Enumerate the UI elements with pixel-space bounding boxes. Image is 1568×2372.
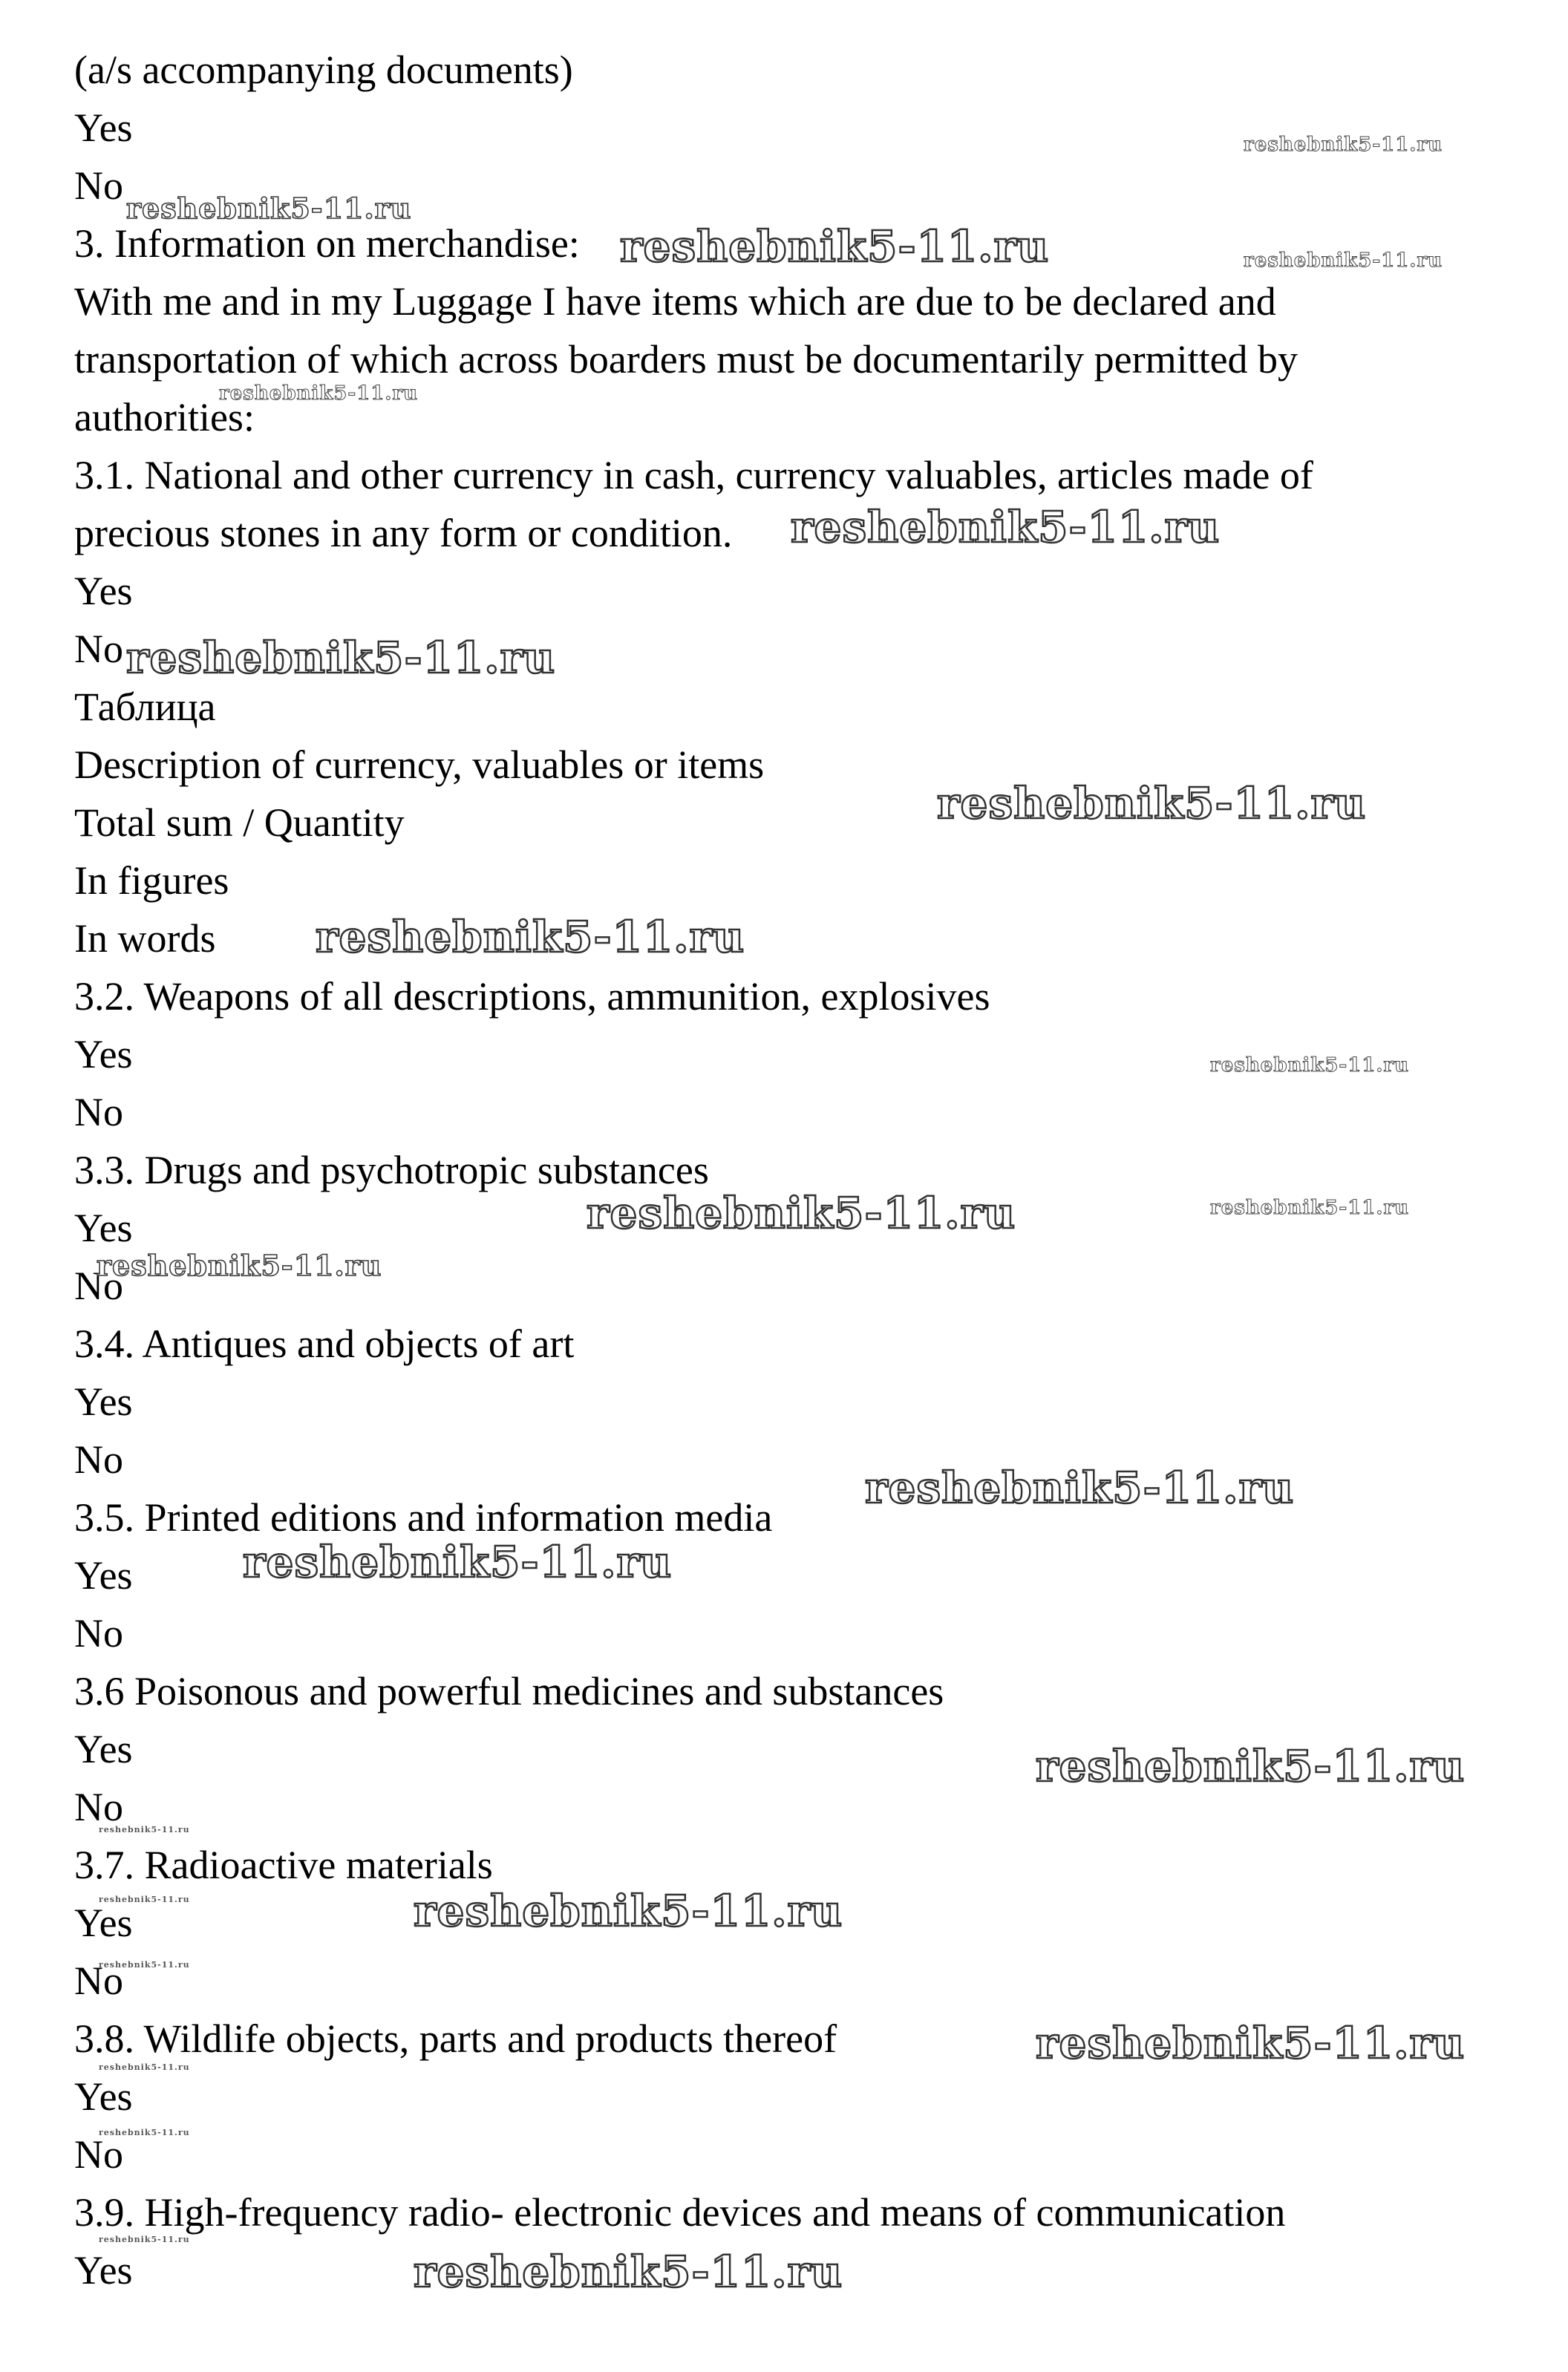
doc-line: 3.3. Drugs and psychotropic substances — [74, 1148, 709, 1192]
watermark: reshebnik5-11.ru — [620, 221, 1050, 272]
doc-line: No — [74, 1785, 123, 1829]
doc-line: Yes — [74, 1379, 133, 1424]
doc-line: 3.5. Printed editions and information media — [74, 1495, 773, 1540]
doc-line: Таблица — [74, 685, 216, 729]
watermark: reshebnik5-11.ru — [99, 1825, 190, 1834]
doc-line: In words — [74, 916, 216, 961]
doc-line: Yes — [74, 2248, 133, 2293]
doc-line: Yes — [74, 1206, 133, 1250]
doc-line: No — [74, 163, 123, 208]
watermark: reshebnik5-11.ru — [99, 1895, 190, 1904]
doc-line: Yes — [74, 1553, 133, 1598]
watermark: reshebnik5-11.ru — [99, 1960, 190, 1970]
doc-line: 3.1. National and other currency in cash, currency valuables, articles made of — [74, 453, 1313, 497]
doc-line: Yes — [74, 105, 133, 150]
doc-line: No — [74, 1958, 123, 2003]
doc-line: transportation of which across boarders must be documentarily permitted by — [74, 337, 1298, 382]
doc-line: Yes — [74, 2074, 133, 2119]
watermark: reshebnik5-11.ru — [865, 1463, 1295, 1513]
doc-line: 3.7. Radioactive materials — [74, 1843, 493, 1887]
watermark: reshebnik5-11.ru — [414, 1886, 843, 1936]
doc-line: Total sum / Quantity — [74, 800, 405, 845]
section-heading: 3. Information on merchandise: — [74, 221, 580, 266]
watermark: reshebnik5-11.ru — [126, 192, 412, 225]
watermark: reshebnik5-11.ru — [316, 912, 745, 962]
doc-line: precious stones in any form or condition. — [74, 511, 733, 555]
doc-line: No — [74, 1611, 123, 1656]
watermark: reshebnik5-11.ru — [99, 2128, 190, 2137]
watermark: reshebnik5-11.ru — [97, 1249, 382, 1282]
doc-line: No — [74, 1090, 123, 1134]
watermark: reshebnik5-11.ru — [414, 2247, 843, 2297]
doc-line: No — [74, 2132, 123, 2177]
doc-line: Yes — [74, 569, 133, 613]
watermark: reshebnik5-11.ru — [219, 382, 419, 405]
watermark: reshebnik5-11.ru — [791, 502, 1221, 552]
doc-line: authorities: — [74, 395, 255, 440]
watermark: reshebnik5-11.ru — [126, 633, 556, 683]
watermark: reshebnik5-11.ru — [243, 1537, 673, 1587]
watermark: reshebnik5-11.ru — [99, 2235, 190, 2244]
doc-line: 3.6 Poisonous and powerful medicines and substances — [74, 1669, 944, 1713]
doc-line: Yes — [74, 1901, 133, 1945]
watermark: reshebnik5-11.ru — [937, 778, 1367, 829]
doc-line: Description of currency, valuables or items — [74, 742, 765, 787]
doc-line: 3.8. Wildlife objects, parts and products thereof — [74, 2016, 837, 2061]
doc-line: Yes — [74, 1032, 133, 1076]
doc-line: No — [74, 627, 123, 671]
doc-line: No — [74, 1437, 123, 1482]
watermark: reshebnik5-11.ru — [1244, 249, 1443, 272]
doc-line: Yes — [74, 1727, 133, 1771]
doc-line: 3.4. Antiques and objects of art — [74, 1321, 575, 1366]
doc-line: In figures — [74, 858, 229, 903]
watermark: reshebnik5-11.ru — [1210, 1054, 1410, 1076]
doc-line: 3.9. High-frequency radio- electronic devices and means of communication — [74, 2190, 1286, 2235]
watermark: reshebnik5-11.ru — [99, 2062, 190, 2072]
watermark: reshebnik5-11.ru — [1210, 1197, 1410, 1219]
doc-line: No — [74, 1264, 123, 1308]
doc-line: 3.2. Weapons of all descriptions, ammunition, explosives — [74, 974, 990, 1019]
doc-line: With me and in my Luggage I have items which are due to be declared and — [74, 279, 1276, 324]
doc-line: (a/s accompanying documents) — [74, 48, 573, 92]
watermark: reshebnik5-11.ru — [1036, 2018, 1466, 2068]
watermark: reshebnik5-11.ru — [587, 1188, 1016, 1238]
watermark: reshebnik5-11.ru — [1244, 134, 1443, 156]
watermark: reshebnik5-11.ru — [1036, 1741, 1466, 1791]
